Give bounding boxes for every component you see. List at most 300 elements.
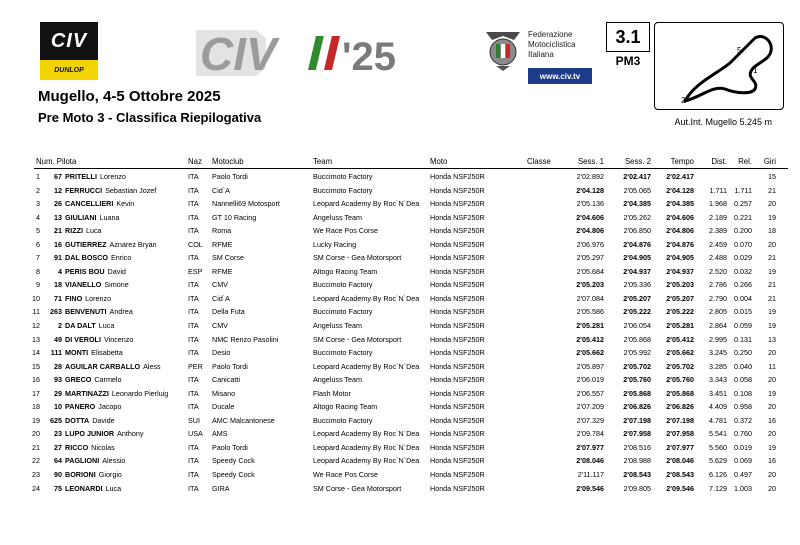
- col-classe: Classe: [527, 157, 551, 166]
- tempo-cell: 2'04.128: [666, 185, 694, 195]
- sess2-cell: 2'04.937: [623, 266, 651, 276]
- sess1-cell: 2'04.606: [576, 212, 604, 222]
- rider-last-name: PANERO: [65, 402, 96, 412]
- rider-number: 71: [54, 293, 62, 303]
- table-row: [0, 224, 800, 238]
- circuit-info: Aut.Int. Mugello 5.245 m: [674, 117, 772, 127]
- pilot-cell: [44, 292, 111, 306]
- dist-cell: 2.459: [709, 239, 727, 249]
- tempo-cell: 2'04.606: [666, 212, 694, 222]
- rel-cell: 0.040: [734, 361, 752, 371]
- team-cell: Lucky Racing: [313, 239, 357, 249]
- dist-cell: 3.343: [709, 375, 727, 385]
- rider-number: 27: [54, 442, 62, 452]
- dist-cell: 5.541: [709, 429, 727, 439]
- rel-cell: 0.266: [734, 280, 752, 290]
- moto-cell: Honda NSF250R: [430, 402, 485, 412]
- dist-cell: 1.711: [709, 185, 727, 195]
- rider-number: 21: [54, 226, 62, 236]
- rider-last-name: PERIS BOU: [65, 266, 105, 276]
- nationality-cell: ESP: [188, 266, 203, 276]
- tempo-cell: 2'05.868: [666, 388, 694, 398]
- sess2-cell: 2'06.826: [623, 402, 651, 412]
- sess2-cell: 2'05.868: [623, 334, 651, 344]
- rel-cell: 0.019: [734, 442, 752, 452]
- tempo-cell: 2'07.198: [666, 415, 694, 425]
- giri-cell: 16: [768, 456, 776, 466]
- rel-cell: 0.221: [734, 212, 752, 222]
- sess1-cell: 2'05.297: [576, 253, 604, 263]
- rel-cell: 0.372: [734, 415, 752, 425]
- team-cell: Angeluss Team: [313, 212, 363, 222]
- class-code: PM3: [615, 54, 641, 68]
- sess1-cell: 2'07.329: [576, 415, 604, 425]
- rider-last-name: PAGLIONI: [65, 456, 100, 466]
- giri-cell: 19: [768, 442, 776, 452]
- giri-cell: 16: [768, 415, 776, 425]
- giri-cell: 13: [768, 334, 776, 344]
- position-cell: 12: [32, 321, 40, 331]
- nationality-cell: PER: [188, 361, 203, 371]
- tempo-cell: 2'05.207: [666, 293, 694, 303]
- giri-cell: 20: [768, 375, 776, 385]
- col-rel: Rel.: [738, 157, 752, 166]
- track-label-2: 2: [681, 96, 686, 105]
- pilot-cell: [44, 360, 161, 374]
- team-cell: SM Corse - Gea Motorsport: [313, 334, 402, 344]
- sess1-cell: 2'11.117: [577, 470, 604, 480]
- table-row: [0, 197, 800, 211]
- moto-cell: Honda NSF250R: [430, 185, 485, 195]
- pilot-cell: [44, 224, 102, 238]
- rider-first-name: Kevin: [116, 199, 135, 209]
- pilot-cell: [44, 454, 125, 468]
- sess2-cell: 2'04.876: [623, 239, 651, 249]
- rel-cell: 1.003: [734, 483, 752, 493]
- dist-cell: 2.488: [709, 253, 727, 263]
- rider-number: 16: [54, 239, 62, 249]
- sess1-cell: 2'06.557: [576, 388, 604, 398]
- sess2-cell: 2'08.543: [623, 470, 651, 480]
- table-row: [0, 333, 800, 347]
- tempo-cell: 2'05.702: [666, 361, 694, 371]
- rel-cell: 0.200: [734, 226, 752, 236]
- motoclub-cell: GIRA: [212, 483, 230, 493]
- team-cell: Buccimoto Factory: [313, 280, 373, 290]
- track-label-5: 5: [737, 46, 742, 55]
- position-cell: 18: [32, 402, 40, 412]
- nationality-cell: ITA: [188, 388, 199, 398]
- rider-first-name: Sebastian Jozef: [105, 185, 157, 195]
- dist-cell: 3.245: [709, 348, 727, 358]
- position-cell: 6: [36, 239, 40, 249]
- table-row: [0, 305, 800, 319]
- rider-first-name: Enrico: [111, 253, 132, 263]
- sess2-cell: 2'05.222: [623, 307, 651, 317]
- dist-cell: 4.781: [709, 415, 727, 425]
- sess2-cell: 2'05.992: [623, 348, 651, 358]
- sess1-cell: 2'05.684: [576, 266, 604, 276]
- nationality-cell: ITA: [188, 280, 199, 290]
- position-cell: 2: [36, 185, 40, 195]
- nationality-cell: COL: [188, 239, 203, 249]
- team-cell: Buccimoto Factory: [313, 185, 373, 195]
- motoclub-cell: CMV: [212, 280, 228, 290]
- giri-cell: 21: [768, 253, 776, 263]
- page-subtitle: Pre Moto 3 - Classifica Riepilogativa: [38, 110, 262, 125]
- pilot-cell: [44, 333, 133, 347]
- table-row: [0, 468, 800, 482]
- position-cell: 20: [32, 429, 40, 439]
- tempo-cell: 2'04.905: [666, 253, 694, 263]
- tempo-cell: 2'08.543: [666, 470, 694, 480]
- pilot-cell: [44, 211, 120, 225]
- sess1-cell: 2'09.546: [576, 483, 604, 493]
- giri-cell: 19: [768, 307, 776, 317]
- dist-cell: 2.805: [709, 307, 727, 317]
- rider-last-name: GUTIERREZ: [65, 239, 107, 249]
- team-cell: Angeluss Team: [313, 321, 363, 331]
- team-cell: Angeluss Team: [313, 375, 363, 385]
- rider-number: 2: [58, 321, 62, 331]
- dist-cell: 2.786: [709, 280, 727, 290]
- sess1-cell: 2'02.892: [576, 172, 604, 181]
- position-cell: 16: [32, 375, 40, 385]
- position-cell: 4: [36, 212, 40, 222]
- rider-number: 18: [54, 280, 62, 290]
- team-cell: Leopard Academy By Roc`N`Dea: [313, 456, 420, 466]
- civ-logo: [40, 22, 98, 80]
- rel-cell: 0.070: [734, 239, 752, 249]
- team-cell: Buccimoto Factory: [313, 415, 373, 425]
- rel-cell: 0.760: [734, 429, 752, 439]
- dist-cell: 2.520: [709, 266, 727, 276]
- tempo-cell: 2'02.417: [666, 172, 694, 181]
- team-cell: SM Corse - Gea Motorsport: [313, 483, 402, 493]
- nationality-cell: ITA: [188, 293, 199, 303]
- pilot-cell: [44, 265, 126, 279]
- track-outline-icon: [655, 23, 782, 108]
- rider-first-name: Andrea: [109, 307, 133, 317]
- sess2-cell: 2'05.262: [623, 212, 651, 222]
- sess1-cell: 2'04.128: [576, 185, 604, 195]
- rider-number: 64: [54, 456, 62, 466]
- moto-cell: Honda NSF250R: [430, 348, 485, 358]
- rider-last-name: FERRUCCI: [65, 185, 103, 195]
- sess2-cell: 2'05.207: [623, 293, 651, 303]
- motoclub-cell: NMC Renzo Pasolini: [212, 334, 279, 344]
- team-cell: Leopard Academy By Roc`N`Dea: [313, 199, 420, 209]
- rider-first-name: Alessio: [102, 456, 126, 466]
- dist-cell: 1.968: [709, 199, 727, 209]
- nationality-cell: ITA: [188, 442, 199, 452]
- position-cell: 13: [32, 334, 40, 344]
- table-row: [0, 278, 800, 292]
- rider-last-name: BORIONI: [65, 470, 96, 480]
- table-row: [0, 346, 800, 360]
- pilot-cell: [44, 319, 114, 333]
- table-row: [0, 373, 800, 387]
- sess1-cell: 2'06.976: [576, 239, 604, 249]
- rider-number: 93: [54, 375, 62, 385]
- team-cell: Flash Motor: [313, 388, 351, 398]
- giri-cell: 19: [768, 388, 776, 398]
- tempo-cell: 2'04.937: [666, 266, 694, 276]
- pilot-cell: [44, 387, 168, 401]
- position-cell: 8: [36, 266, 40, 276]
- tempo-cell: 2'08.046: [666, 456, 694, 466]
- col-sess1: Sess. 1: [577, 157, 604, 166]
- moto-cell: Honda NSF250R: [430, 212, 485, 222]
- rider-last-name: MONTI: [65, 348, 89, 358]
- track-map: [654, 22, 784, 110]
- rider-first-name: Davide: [92, 415, 115, 425]
- team-cell: We Race Pos Corse: [313, 226, 378, 236]
- pilot-cell: [44, 197, 134, 211]
- moto-cell: Honda NSF250R: [430, 456, 485, 466]
- tempo-cell: 2'05.203: [666, 280, 694, 290]
- table-row: [0, 265, 800, 279]
- tempo-cell: 2'05.412: [666, 334, 694, 344]
- dist-cell: 2.389: [709, 226, 727, 236]
- sess2-cell: 2'05.065: [623, 185, 651, 195]
- sess2-cell: 2'08.988: [623, 456, 651, 466]
- motoclub-cell: Paolo Tordi: [212, 442, 248, 452]
- nationality-cell: ITA: [188, 172, 199, 181]
- sess2-cell: 2'02.417: [623, 172, 651, 181]
- team-cell: Buccimoto Factory: [313, 348, 373, 358]
- rider-number: 91: [54, 253, 62, 263]
- tempo-cell: 2'04.385: [666, 199, 694, 209]
- dist-cell: 7.129: [709, 483, 727, 493]
- giri-cell: 20: [768, 239, 776, 249]
- team-cell: Buccimoto Factory: [313, 172, 373, 181]
- rider-number: 49: [54, 334, 62, 344]
- table-row: [0, 319, 800, 333]
- sess2-cell: 2'05.702: [623, 361, 651, 371]
- dist-cell: 5.629: [709, 456, 727, 466]
- motoclub-cell: Desio: [212, 348, 231, 358]
- col-tempo: Tempo: [670, 157, 694, 166]
- rider-first-name: Vincenzo: [103, 334, 134, 344]
- tempo-cell: 2'05.281: [666, 321, 694, 331]
- nationality-cell: USA: [188, 429, 203, 439]
- nationality-cell: ITA: [188, 375, 199, 385]
- rider-last-name: AGUILAR CARBALLO: [65, 361, 141, 371]
- col-pilota: Num. Pilota: [36, 157, 77, 166]
- position-cell: 11: [32, 307, 40, 317]
- federation-name: Federazione Motociclistica Italiana: [528, 30, 576, 59]
- motoclub-cell: Della Futa: [212, 307, 245, 317]
- rider-number: 67: [54, 172, 62, 181]
- session-code-badge: 3.1: [606, 22, 650, 52]
- nationality-cell: SUI: [188, 415, 200, 425]
- pilot-cell: [44, 468, 122, 482]
- sess1-cell: 2'05.136: [576, 199, 604, 209]
- team-cell: Altogo Racing Team: [313, 402, 378, 412]
- sess1-cell: 2'08.046: [576, 456, 604, 466]
- team-cell: Altogo Racing Team: [313, 266, 378, 276]
- rider-first-name: David: [107, 266, 126, 276]
- sess2-cell: 2'04.385: [623, 199, 651, 209]
- giri-cell: 20: [768, 199, 776, 209]
- rel-cell: 0.004: [734, 293, 752, 303]
- rider-number: 625: [50, 415, 62, 425]
- motoclub-cell: RFME: [212, 266, 233, 276]
- rider-last-name: DA DALT: [65, 321, 96, 331]
- sess2-cell: 2'05.868: [623, 388, 651, 398]
- rider-number: 75: [54, 483, 62, 493]
- nationality-cell: ITA: [188, 402, 199, 412]
- sess1-cell: 2'05.203: [576, 280, 604, 290]
- pilot-cell: [44, 441, 115, 455]
- sess1-cell: 2'07.084: [576, 293, 604, 303]
- tempo-cell: 2'04.876: [666, 239, 694, 249]
- rider-first-name: Luana: [99, 212, 120, 222]
- banner-year-text: '25: [342, 35, 397, 76]
- nationality-cell: ITA: [188, 226, 199, 236]
- moto-cell: Honda NSF250R: [430, 226, 485, 236]
- pilot-cell: [44, 482, 121, 496]
- giri-cell: 15: [768, 172, 776, 181]
- sess2-cell: 2'05.760: [623, 375, 651, 385]
- rider-first-name: Simone: [104, 280, 129, 290]
- dist-cell: 2.189: [709, 212, 727, 222]
- position-cell: 21: [32, 442, 40, 452]
- rider-first-name: Luca: [98, 321, 115, 331]
- giri-cell: 20: [768, 483, 776, 493]
- pilot-cell: [44, 400, 121, 414]
- table-row: [0, 251, 800, 265]
- motoclub-cell: SM Corse: [212, 253, 244, 263]
- giri-cell: 19: [768, 212, 776, 222]
- rider-last-name: DAL BOSCO: [65, 253, 108, 263]
- rel-cell: 0.257: [734, 199, 752, 209]
- tempo-cell: 2'05.662: [666, 348, 694, 358]
- results-table: [0, 156, 800, 495]
- position-cell: 22: [32, 456, 40, 466]
- col-naz: Naz: [188, 157, 202, 166]
- nationality-cell: ITA: [188, 307, 199, 317]
- tempo-cell: 2'06.826: [666, 402, 694, 412]
- nationality-cell: ITA: [188, 321, 199, 331]
- position-cell: 7: [36, 253, 40, 263]
- rider-first-name: Lorenzo: [99, 172, 126, 181]
- tempo-cell: 2'09.546: [666, 483, 694, 493]
- moto-cell: Honda NSF250R: [430, 388, 485, 398]
- table-body: [0, 170, 800, 495]
- nationality-cell: ITA: [188, 470, 199, 480]
- track-label-1: 1: [753, 66, 758, 75]
- rider-number: 10: [54, 402, 62, 412]
- rider-last-name: BENVENUTI: [65, 307, 107, 317]
- moto-cell: Honda NSF250R: [430, 429, 485, 439]
- col-dist: Dist.: [711, 157, 727, 166]
- rider-last-name: GIULIANI: [65, 212, 97, 222]
- sess2-cell: 2'08.516: [623, 442, 651, 452]
- table-row: [0, 211, 800, 225]
- sess1-cell: 2'09.784: [576, 429, 604, 439]
- sess2-cell: 2'05.336: [623, 280, 651, 290]
- rel-cell: 0.958: [734, 402, 752, 412]
- moto-cell: Honda NSF250R: [430, 172, 485, 181]
- table-row: [0, 414, 800, 428]
- sess2-cell: 2'06.054: [623, 321, 651, 331]
- col-motoclub: Motoclub: [212, 157, 244, 166]
- rider-first-name: Aless: [143, 361, 161, 371]
- rider-last-name: MARTINAZZI: [65, 388, 109, 398]
- moto-cell: Honda NSF250R: [430, 483, 485, 493]
- rider-first-name: Nicolas: [91, 442, 115, 452]
- rider-last-name: DOTTA: [65, 415, 90, 425]
- motoclub-cell: Paolo Tordi: [212, 361, 248, 371]
- rider-last-name: PRITELLI: [65, 172, 97, 181]
- col-moto: Moto: [430, 157, 448, 166]
- moto-cell: Honda NSF250R: [430, 470, 485, 480]
- motoclub-cell: Ducale: [212, 402, 235, 412]
- table-row: [0, 238, 800, 252]
- pilot-cell: [44, 238, 157, 252]
- motoclub-cell: Paolo Tordi: [212, 172, 248, 181]
- moto-cell: Honda NSF250R: [430, 199, 485, 209]
- dist-cell: 6.126: [709, 470, 727, 480]
- rel-cell: 0.497: [734, 470, 752, 480]
- nationality-cell: ITA: [188, 253, 199, 263]
- rider-first-name: Aznarez Bryan: [109, 239, 157, 249]
- position-cell: 17: [32, 388, 40, 398]
- rider-first-name: Elisabetta: [91, 348, 123, 358]
- sess2-cell: 2'07.198: [623, 415, 651, 425]
- giri-cell: 20: [768, 348, 776, 358]
- rider-first-name: Leonardo Pierluig: [111, 388, 169, 398]
- nationality-cell: ITA: [188, 483, 199, 493]
- tempo-cell: 2'05.222: [666, 307, 694, 317]
- motoclub-cell: Nannelli69 Motosport: [212, 199, 280, 209]
- position-cell: 23: [32, 470, 40, 480]
- dist-cell: 3.451: [709, 388, 727, 398]
- team-cell: Leopard Academy By Roc`N`Dea: [313, 429, 420, 439]
- table-row: [0, 360, 800, 374]
- position-cell: 15: [32, 361, 40, 371]
- giri-cell: 19: [768, 321, 776, 331]
- rel-cell: 0.058: [734, 375, 752, 385]
- sess1-cell: 2'05.586: [576, 307, 604, 317]
- table-row: [0, 387, 800, 401]
- rel-cell: 0.015: [734, 307, 752, 317]
- sess1-cell: 2'07.977: [576, 442, 604, 452]
- tempo-cell: 2'04.806: [666, 226, 694, 236]
- team-cell: SM Corse - Gea Motorsport: [313, 253, 402, 263]
- table-row: [0, 441, 800, 455]
- motoclub-cell: RFME: [212, 239, 233, 249]
- rider-number: 28: [54, 361, 62, 371]
- moto-cell: Honda NSF250R: [430, 361, 485, 371]
- table-row: [0, 170, 800, 184]
- moto-cell: Honda NSF250R: [430, 293, 485, 303]
- civ-logo-text: CIV: [40, 22, 98, 60]
- position-cell: 1: [36, 172, 40, 181]
- table-row: [0, 400, 800, 414]
- motoclub-cell: Speedy Cock: [212, 470, 255, 480]
- moto-cell: Honda NSF250R: [430, 280, 485, 290]
- pilot-cell: [44, 184, 156, 198]
- motoclub-cell: AMS: [212, 429, 228, 439]
- moto-cell: Honda NSF250R: [430, 442, 485, 452]
- pilot-cell: [44, 427, 144, 441]
- pilot-cell: [44, 278, 129, 292]
- nationality-cell: ITA: [188, 212, 199, 222]
- rider-number: 29: [54, 388, 62, 398]
